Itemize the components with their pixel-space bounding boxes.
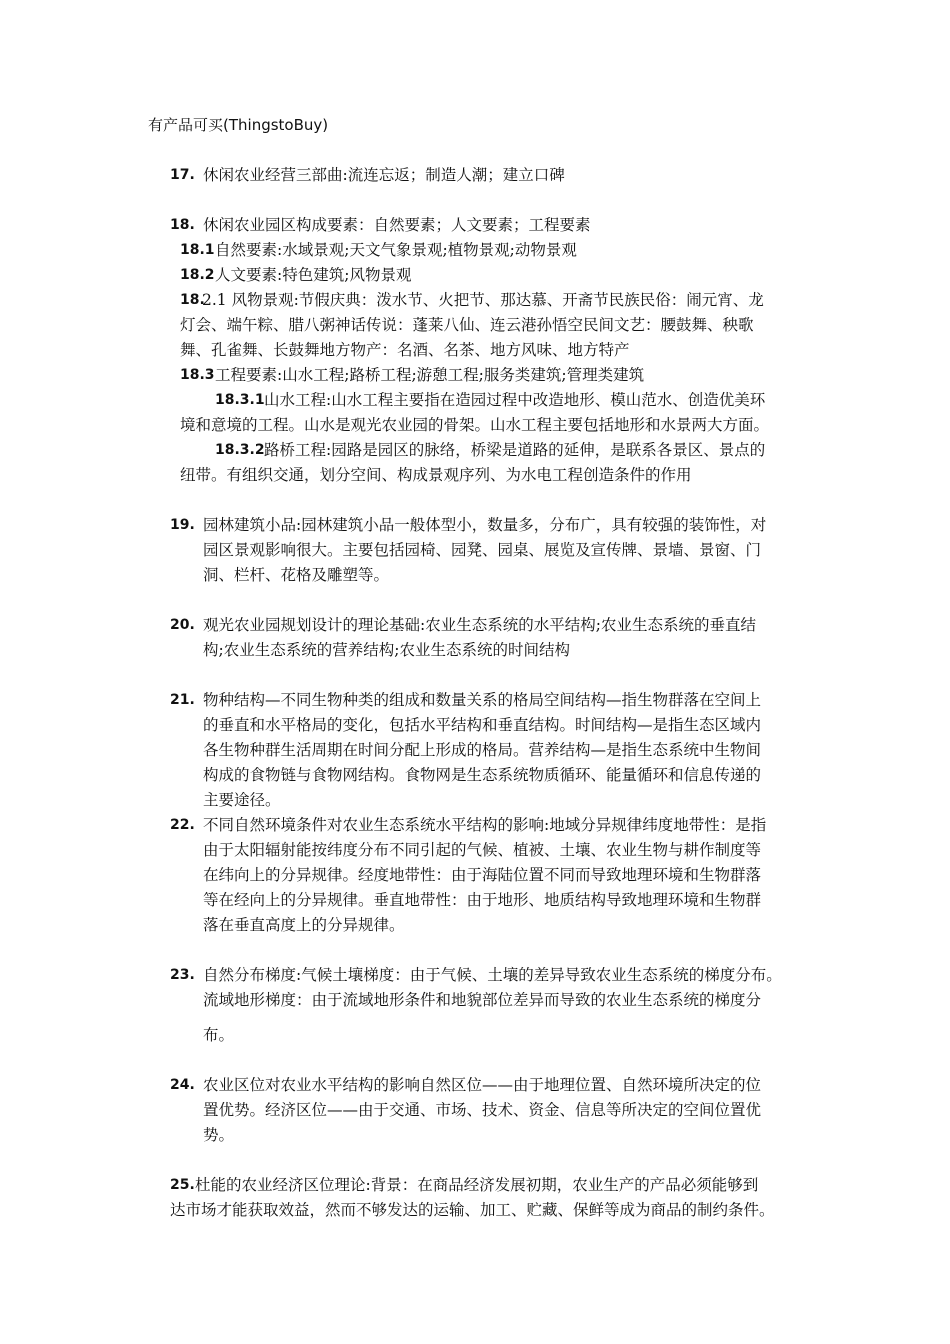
item-number: 25. xyxy=(170,1177,195,1193)
item-text: 的垂直和水平格局的变化，包括水平结构和垂直结构。时间结构—是指生态区域内 xyxy=(203,716,762,734)
subitem-text: 自然要素:水域景观;天文气象景观;植物景观;动物景观 xyxy=(215,241,577,259)
item-number: 19. xyxy=(170,517,195,533)
item-text: 置优势。经济区位——由于交通、市场、技术、资金、信息等所决定的空间位置优 xyxy=(203,1101,762,1119)
item-text: 构成的食物链与食物网结构。食物网是生态系统物质循环、能量循环和信息传递的 xyxy=(203,766,762,784)
item-number: 24. xyxy=(170,1077,195,1093)
subitem-text: 灯会、端午粽、腊八粥神话传说：蓬莱八仙、连云港孙悟空民间文艺：腰鼓舞、秧歌 xyxy=(180,316,754,334)
item-text: 园林建筑小品:园林建筑小品一般体型小，数量多，分布广，具有较强的装饰性，对 xyxy=(203,516,767,534)
subitem-text: 境和意境的工程。山水是观光农业园的骨架。山水工程主要包括地形和水景两大方面。 xyxy=(180,416,770,434)
item-text: 主要途径。 xyxy=(203,791,281,809)
item-text: 自然分布梯度:气候土壤梯度：由于气候、土壤的差异导致农业生态系统的梯度分布。 xyxy=(203,966,782,984)
item-number: 21. xyxy=(170,692,195,708)
intro-line: 有产品可买(ThingstoBuy) xyxy=(148,116,329,134)
item-text: 杜能的农业经济区位理论:背景：在商品经济发展初期，农业生产的产品必须能够到 xyxy=(195,1176,759,1194)
item-number: 18. xyxy=(170,217,195,233)
item-number: 23. xyxy=(170,967,195,983)
subitem-number: 18.1 xyxy=(180,242,215,258)
item-text: 流域地形梯度：由于流域地形条件和地貌部位差异而导致的农业生态系统的梯度分 xyxy=(203,991,762,1009)
item-text: 园区景观影响很大。主要包括园椅、园凳、园桌、展览及宣传牌、景墙、景窗、门 xyxy=(203,541,762,559)
subitem-text: 人文要素:特色建筑;风物景观 xyxy=(215,266,412,284)
item-text: 构;农业生态系统的营养结构;农业生态系统的时间结构 xyxy=(203,641,570,659)
item-text: 各生物种群生活周期在时间分配上形成的格局。营养结构—是指生态系统中生物间 xyxy=(203,741,762,759)
item-text: 洞、栏杆、花格及雕塑等。 xyxy=(203,566,390,584)
subitem-text: 工程要素:山水工程;路桥工程;游憩工程;服务类建筑;管理类建筑 xyxy=(215,366,645,384)
subitem-text: 路桥工程:园路是园区的脉络，桥梁是道路的延伸，是联系各景区、景点的 xyxy=(264,441,766,459)
item-text: 不同自然环境条件对农业生态系统水平结构的影响:地域分异规律纬度地带性：是指 xyxy=(203,816,767,834)
subitem-text: 纽带。有组织交通，划分空间、构成景观序列、为水电工程创造条件的作用 xyxy=(180,466,692,484)
item-number: 22. xyxy=(170,817,195,833)
item-text: 势。 xyxy=(203,1126,235,1144)
subitem-number: 18.3.1 xyxy=(215,392,265,408)
item-text: 在纬向上的分异规律。经度地带性：由于海陆位置不同而导致地理环境和生物群落 xyxy=(203,866,762,884)
subitem-text: 2.1 风物景观:节假庆典：泼水节、火把节、那达慕、开斋节民族民俗：闹元宵、龙 xyxy=(202,291,764,309)
item-text: 物种结构—不同生物种类的组成和数量关系的格局空间结构—指生物群落在空间上 xyxy=(203,691,762,709)
item-number: 20. xyxy=(170,617,195,633)
item-text: 布。 xyxy=(203,1026,235,1044)
item-text: 观光农业园规划设计的理论基础:农业生态系统的水平结构;农业生态系统的垂直结 xyxy=(203,616,756,634)
item-text: 农业区位对农业水平结构的影响自然区位——由于地理位置、自然环境所决定的位 xyxy=(203,1076,762,1094)
item-text: 落在垂直高度上的分异规律。 xyxy=(203,916,405,934)
subitem-text: 舞、孔雀舞、长鼓舞地方物产：名酒、名茶、地方风味、地方特产 xyxy=(180,341,630,359)
item-text: 由于太阳辐射能按纬度分布不同引起的气候、植被、土壤、农业生物与耕作制度等 xyxy=(203,841,762,859)
item-text: 达市场才能获取效益，然而不够发达的运输、加工、贮藏、保鲜等成为商品的制约条件。 xyxy=(170,1201,775,1219)
subitem-number: 18.3 xyxy=(180,367,215,383)
subitem-number: 18. xyxy=(180,292,205,308)
item-number: 17. xyxy=(170,167,195,183)
item-text: 等在经向上的分异规律。垂直地带性：由于地形、地质结构导致地理环境和生物群 xyxy=(203,891,762,909)
subitem-text: 山水工程:山水工程主要指在造园过程中改造地形、模山范水、创造优美环 xyxy=(264,391,766,409)
item-text: 休闲农业园区构成要素：自然要素；人文要素；工程要素 xyxy=(203,216,591,234)
subitem-number: 18.2 xyxy=(180,267,215,283)
subitem-number: 18.3.2 xyxy=(215,442,265,458)
item-text: 休闲农业经营三部曲:流连忘返；制造人潮；建立口碑 xyxy=(203,166,565,184)
